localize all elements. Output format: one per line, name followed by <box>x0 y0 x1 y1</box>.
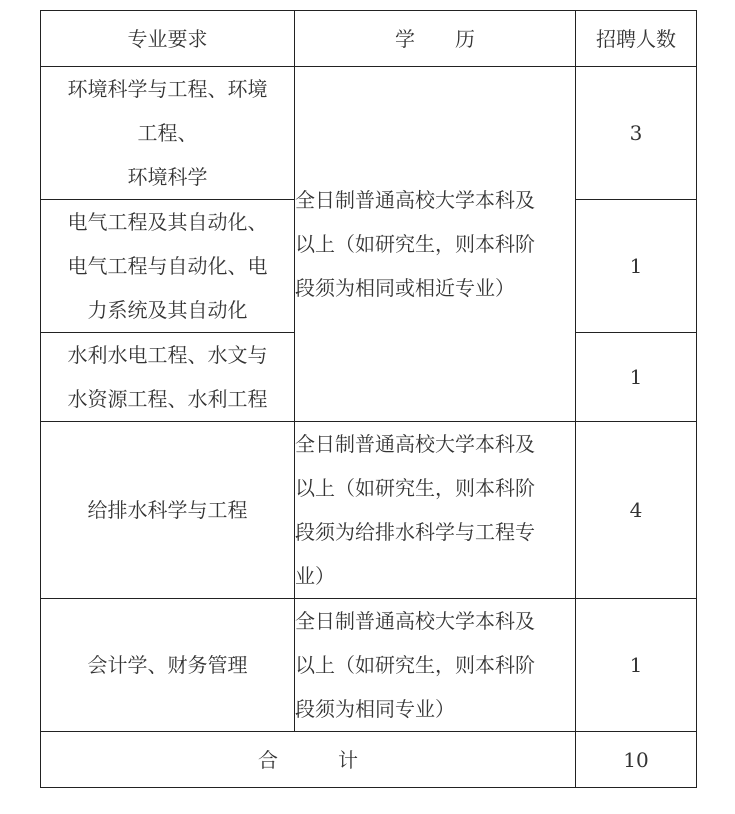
major-cell: 给排水科学与工程 <box>41 422 295 599</box>
count-cell: 1 <box>576 333 697 422</box>
count-cell: 4 <box>576 422 697 599</box>
major-cell: 环境科学与工程、环境 工程、 环境科学 <box>41 67 295 200</box>
table-row <box>41 599 697 732</box>
education-cell: 全日制普通高校大学本科及 以上（如研究生，则本科阶 段须为相同或相近专业） <box>295 67 576 422</box>
header-count: 招聘人数 <box>576 11 697 67</box>
count-cell: 1 <box>576 599 697 732</box>
total-label: 合 计 <box>41 732 576 788</box>
count-cell: 1 <box>576 200 697 333</box>
education-cell: 全日制普通高校大学本科及 以上（如研究生，则本科阶 段须为给排水科学与工程专 业） <box>295 422 576 599</box>
total-row <box>41 732 697 788</box>
table-header-row <box>41 11 697 67</box>
header-major: 专业要求 <box>41 11 295 67</box>
education-cell: 全日制普通高校大学本科及 以上（如研究生，则本科阶 段须为相同专业） <box>295 599 576 732</box>
major-cell: 水利水电工程、水文与 水资源工程、水利工程 <box>41 333 295 422</box>
count-cell: 3 <box>576 67 697 200</box>
header-education: 学 历 <box>295 11 576 67</box>
table-row <box>41 422 697 599</box>
total-value: 10 <box>576 732 697 788</box>
table-row <box>41 67 697 200</box>
major-cell: 电气工程及其自动化、 电气工程与自动化、电 力系统及其自动化 <box>41 200 295 333</box>
major-cell: 会计学、财务管理 <box>41 599 295 732</box>
recruitment-table <box>40 10 697 788</box>
